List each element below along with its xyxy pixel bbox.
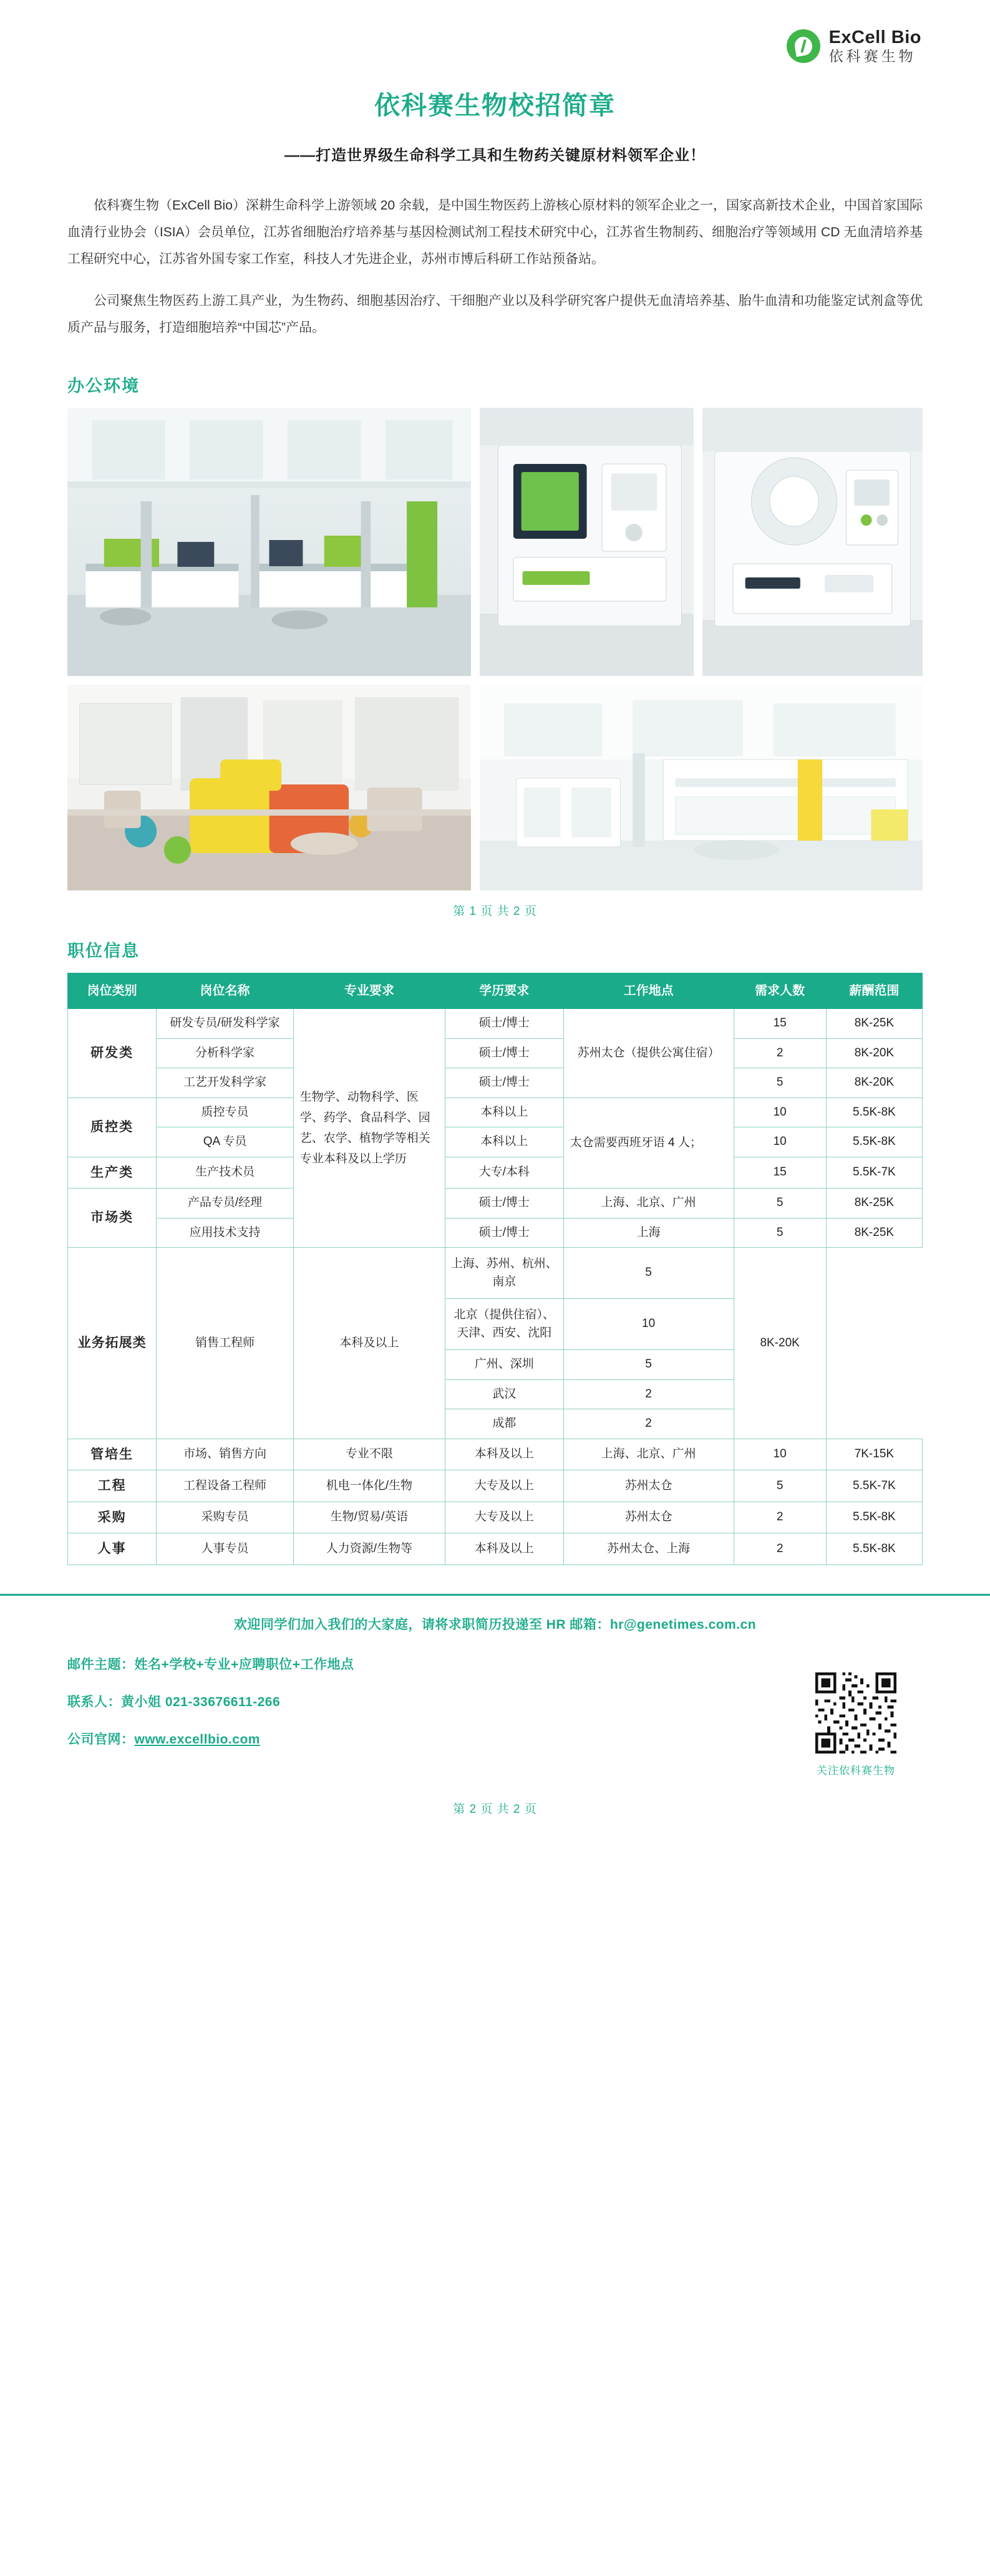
- page-number-first: 第 1 页 共 2 页: [453, 905, 537, 919]
- cell-count: 2: [734, 1533, 826, 1565]
- table-row: [68, 1439, 923, 1470]
- cell-location: 苏州太仓、上海: [563, 1533, 734, 1565]
- cell-count: 10: [734, 1097, 826, 1127]
- cell-location: 广州、深圳: [445, 1350, 563, 1380]
- cell-count: 5: [734, 1189, 826, 1218]
- cell-salary: 8K-25K: [826, 1009, 922, 1039]
- cell-position: 质控专员: [157, 1097, 293, 1127]
- contact-subject: 邮件主题：姓名+学校+专业+应聘职位+工作地点: [67, 1657, 354, 1672]
- cell-major: 人力资源/生物等: [293, 1533, 445, 1565]
- table-row: [68, 1068, 923, 1098]
- contact-person: 联系人：黄小姐 021-33676611-266: [67, 1694, 281, 1709]
- table-row: [68, 1218, 923, 1248]
- logo-en: ExCell Bio: [828, 27, 921, 47]
- cell-salary: 8K-20K: [734, 1248, 826, 1439]
- cell-position: 研发专员/研发科学家: [157, 1009, 293, 1039]
- cell-category: 质控类: [68, 1097, 157, 1157]
- cell-salary: 8K-20K: [826, 1038, 922, 1068]
- cell-location: 上海、北京、广州: [563, 1189, 734, 1218]
- th-position: 岗位名称: [157, 973, 293, 1009]
- cell-count: 5: [734, 1068, 826, 1098]
- cell-education: 硕士/博士: [445, 1218, 563, 1248]
- cell-education: 本科以上: [445, 1127, 563, 1157]
- table-row: [68, 1127, 923, 1157]
- cell-salary: 8K-20K: [826, 1068, 922, 1098]
- contact-block: [0, 1594, 990, 1781]
- cell-salary: 5.5K-7K: [826, 1157, 922, 1189]
- th-salary: 薪酬范围: [826, 973, 922, 1009]
- logo-cn: 依科赛生物: [828, 48, 916, 65]
- photo-open-office: [67, 408, 471, 676]
- contact-welcome: 欢迎同学们加入我们的大家庭，请将求职简历投递至 HR 邮箱：hr@genetimes.com.cn: [233, 1617, 757, 1632]
- cell-salary: 8K-25K: [826, 1218, 922, 1248]
- jobs-table-head: [68, 973, 923, 1009]
- cell-count: 2: [563, 1379, 734, 1409]
- qr-code-icon: [812, 1669, 900, 1757]
- cell-major: 机电一体化/生物: [293, 1470, 445, 1502]
- table-row: [68, 1533, 923, 1565]
- photo-lounge: [67, 685, 471, 890]
- cell-category: 市场类: [68, 1189, 157, 1248]
- cell-location: 苏州太仓: [563, 1502, 734, 1533]
- cell-position: 销售工程师: [157, 1248, 293, 1439]
- photo-lab-equipment: [702, 408, 923, 676]
- cell-location: 上海、苏州、杭州、南京: [445, 1248, 563, 1299]
- photo-row-top: [67, 408, 923, 676]
- cell-category: 生产类: [68, 1157, 157, 1189]
- cell-education: 本科以上: [445, 1097, 563, 1127]
- cell-position: 人事专员: [157, 1533, 293, 1565]
- cell-count: 15: [734, 1009, 826, 1039]
- cell-count: 10: [563, 1299, 734, 1350]
- th-education: 学历要求: [445, 973, 563, 1009]
- cell-salary: 5.5K-8K: [826, 1097, 922, 1127]
- cell-count: 2: [734, 1038, 826, 1068]
- page-number-second: 第 2 页 共 2 页: [453, 1802, 537, 1816]
- cell-position: 工程设备工程师: [157, 1470, 293, 1502]
- contact-website-label: 公司官网：: [67, 1732, 135, 1747]
- photo-row-bottom: [67, 685, 923, 890]
- cell-education: 本科及以上: [445, 1439, 563, 1470]
- th-count: 需求人数: [734, 973, 826, 1009]
- jobs-table-body: [68, 1009, 923, 1565]
- cell-count: 15: [734, 1157, 826, 1189]
- cell-location: 北京（提供住宿）、天津、西安、沈阳: [445, 1299, 563, 1350]
- cell-location: 苏州太仓（提供公寓住宿）: [563, 1009, 734, 1098]
- cell-education: 硕士/博士: [445, 1068, 563, 1098]
- table-row: [68, 1038, 923, 1068]
- table-row: [68, 1157, 923, 1189]
- cell-major: 生物/贸易/英语: [293, 1502, 445, 1533]
- company-logo: [787, 27, 921, 65]
- cell-major: 生物学、动物科学、医学、药学、食品科学、园艺、农学、植物学等相关专业本科及以上学历: [293, 1009, 445, 1248]
- cell-count: 2: [563, 1409, 734, 1439]
- cell-count: 5: [563, 1248, 734, 1299]
- table-row: [68, 1189, 923, 1218]
- office-photo-gallery: [0, 408, 990, 890]
- cell-category: 工程: [68, 1470, 157, 1502]
- cell-location: 武汉: [445, 1379, 563, 1409]
- cell-position: 生产技术员: [157, 1157, 293, 1189]
- cell-location: 太仓需要西班牙语 4 人；: [563, 1097, 734, 1189]
- cell-salary: 5.5K-8K: [826, 1502, 922, 1533]
- cell-count: 10: [734, 1439, 826, 1470]
- cell-education: 本科及以上: [445, 1533, 563, 1565]
- th-category: 岗位类别: [68, 973, 157, 1009]
- table-row: [68, 1248, 923, 1299]
- cell-count: 5: [563, 1350, 734, 1380]
- cell-major: 专业不限: [293, 1439, 445, 1470]
- cell-position: 采购专员: [157, 1502, 293, 1533]
- logo-bar: [0, 0, 990, 69]
- cell-position: 应用技术支持: [157, 1218, 293, 1248]
- cell-salary: 5.5K-7K: [826, 1470, 922, 1502]
- section-heading-jobs: 职位信息: [67, 942, 140, 961]
- cell-count: 5: [734, 1218, 826, 1248]
- table-row: [68, 1502, 923, 1533]
- jobs-table-wrap: [0, 973, 990, 1565]
- photo-instrument: [480, 408, 694, 676]
- page-title: 依科赛生物校招简章: [374, 91, 616, 120]
- logo-text: [829, 27, 921, 65]
- cell-education: 大专及以上: [445, 1470, 563, 1502]
- cell-location: 成都: [445, 1409, 563, 1439]
- th-major: 专业要求: [293, 973, 445, 1009]
- cell-education: 大专/本科: [445, 1157, 563, 1189]
- table-row: [68, 1097, 923, 1127]
- cell-count: 5: [734, 1470, 826, 1502]
- cell-location: 苏州太仓: [563, 1470, 734, 1502]
- cell-salary: 8K-25K: [826, 1189, 922, 1218]
- qr-caption: 关注依科赛生物: [817, 1764, 895, 1777]
- contact-website-row: [67, 1729, 923, 1748]
- cell-location: 上海、北京、广州: [563, 1439, 734, 1470]
- cell-position: 分析科学家: [157, 1038, 293, 1068]
- cell-position: 产品专员/经理: [157, 1189, 293, 1218]
- cell-count: 2: [734, 1502, 826, 1533]
- leaf-icon: [787, 29, 820, 63]
- table-row: [68, 1470, 923, 1502]
- cell-education: 硕士/博士: [445, 1189, 563, 1218]
- cell-position: 市场、销售方向: [157, 1439, 293, 1470]
- cell-category: 管培生: [68, 1439, 157, 1470]
- qr-code-box: [809, 1669, 903, 1777]
- cell-count: 10: [734, 1127, 826, 1157]
- cell-education: 硕士/博士: [445, 1038, 563, 1068]
- intro-paragraph-2: 公司聚焦生物医药上游工具产业，为生物药、细胞基因治疗、干细胞产业以及科学研究客户提供无血清培养基、胎牛血清和功能鉴定试剂盒等优质产品与服务，打造细胞培养“中国芯”产品。: [67, 294, 923, 335]
- table-header-row: [68, 973, 923, 1009]
- section-heading-office: 办公环境: [67, 377, 140, 396]
- photo-clean-lab: [480, 685, 923, 890]
- cell-salary: 5.5K-8K: [826, 1127, 922, 1157]
- table-row: [68, 1009, 923, 1039]
- intro-paragraph-1: 依科赛生物（ExCell Bio）深耕生命科学上游领域 20 余载，是中国生物医药上游核心原材料的领军企业之一，国家高新技术企业，中国首家国际血清行业协会（ISIA）会员单位，江苏省细胞治疗培养基与基因检测试剂工程技术研究中心，江苏省生物制药、细胞治疗等领域用 CD 无血清培养基工程研究中心，江苏省外国专家工作室，科技人才先进企业，苏州市博后科研工作站预备站。: [67, 198, 923, 267]
- jobs-table: [67, 973, 923, 1565]
- cell-location: 上海: [563, 1218, 734, 1248]
- cell-education: 硕士/博士: [445, 1009, 563, 1039]
- cell-salary: 7K-15K: [826, 1439, 922, 1470]
- cell-category: 业务拓展类: [68, 1248, 157, 1439]
- cell-position: QA 专员: [157, 1127, 293, 1157]
- th-location: 工作地点: [563, 973, 734, 1009]
- cell-category: 人事: [68, 1533, 157, 1565]
- cell-position: 工艺开发科学家: [157, 1068, 293, 1098]
- cell-education: 大专及以上: [445, 1502, 563, 1533]
- cell-salary: 5.5K-8K: [826, 1533, 922, 1565]
- page-subtitle: ——打造世界级生命科学工具和生物药关键原材料领军企业！: [284, 147, 706, 164]
- contact-website-link[interactable]: www.excellbio.com: [134, 1732, 260, 1747]
- cell-category: 研发类: [68, 1009, 157, 1098]
- cell-category: 采购: [68, 1502, 157, 1533]
- intro-content: [0, 192, 990, 341]
- cell-education: 本科及以上: [293, 1248, 445, 1439]
